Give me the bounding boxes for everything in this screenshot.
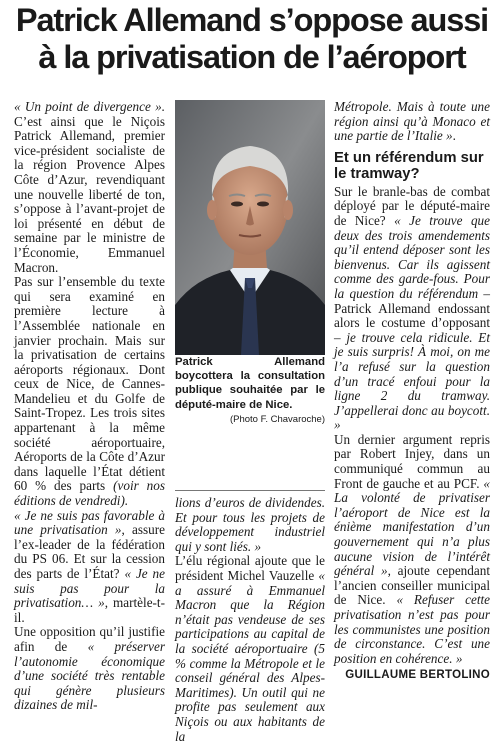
quote: lions d’euros de dividendes. Et pour tous les projets de développement industriel qui y sont liés. »	[175, 495, 325, 554]
article-column-2	[175, 495, 325, 744]
quote: « préserver l’autonomie économique d’une société très rentable qui génère plusieurs dizaines de mil-	[14, 638, 165, 713]
author-byline: GUILLAUME BERTOLINO	[345, 669, 490, 682]
paragraph-text: L’élu régional ajoute que le président Michel Vauzelle	[175, 553, 325, 583]
quote: « La volonté de privatiser l’aéroport de Nice est la énième manifestation d’un gouvernement qui n’a plus aucune vision de l’intérêt général »	[334, 475, 490, 579]
photo-caption-block	[175, 355, 325, 425]
paragraph-justification	[14, 625, 165, 713]
article-column-3	[334, 99, 491, 682]
paragraph-text: C’est ainsi que le Niçois Patrick Allemand, premier vice-président socialiste de la région Provence Alpes Côte d’Azur, revendiquant une nouvelle liberté de ton, s’oppose à l’avant-projet de loi présenté en début de semaine par le ministre de l’Économie, Emmanuel Macron.	[14, 113, 165, 275]
paragraph-text: Pas sur l’ensemble du texte qui sera examiné en première lecture à l’Assemblée nationale en janvier prochain. Mais sur la privatisation de certains aéroports régionaux. Dont ceux de Nice, de Cannes-Mandelieu et du Golfe de Saint-Tropez. Les trois sites appartenant à la même société aéroportuaire, Aéroports de la Côte d’Azur dans laquelle l’État détient 60 % des parts	[14, 274, 165, 494]
quote: « Je ne suis pas pour la privatisation… »	[14, 566, 165, 611]
paragraph-text: Une opposition qu’il justifie afin de	[14, 624, 165, 654]
paragraph-text: , martèle-t-il.	[14, 595, 165, 625]
article-column-1	[14, 99, 165, 713]
quote: « Je trouve que deux des trois amendements qu’il entend déposer sont les bienvenus. Car ils agissent comme des garde-fous. Pour la question du référendum	[334, 212, 491, 301]
paragraph-text: , ajoute cependant l’ancien conseiller municipal de Nice.	[334, 563, 490, 608]
headline-line-2: à la privatisation de l’aéroport	[38, 39, 466, 75]
paragraph-text: .	[452, 128, 456, 144]
editorial-note: (voir nos éditions de vendredi).	[14, 478, 165, 509]
paragraph-position	[14, 509, 165, 626]
caption-divider	[175, 490, 325, 491]
quote: je trouve cela ridicule. Et je suis surpris! À moi, on me l’a refusé sur la question d’un tracé enfoui pour la ligne 2 du tramway. J’appellerai donc au boycott. »	[334, 329, 491, 433]
quote: « a assuré à Emmanuel Macron que la Région n’était pas vendeuse de ses participations au capital de la société aéroportuaire (5 % comme la Métropole et le conseil général des Alpes-Maritimes). Un outil qui ne profite pas seulement aux Niçois ou aux habitants de la	[175, 567, 325, 744]
paragraph-text: Un dernier argument repris par Robert Injey, dans un communiqué commun au Front de gauche et au PCF.	[334, 431, 490, 491]
headline-line-1: Patrick Allemand s’oppose aussi	[15, 2, 489, 38]
paragraph-text: – Patrick Allemand endossant alors le costume d’opposant –	[334, 285, 491, 345]
paragraph-privatisation	[14, 275, 165, 509]
quote: « Je ne suis pas favorable à une privatisation »	[14, 507, 165, 538]
quote: Métropole. Mais à toute une région ainsi qu’à Monaco et une partie de l’Italie »	[334, 99, 490, 144]
paragraph-text: , assure l’ex-leader de la fédération du PS 06. Et sur la cession des parts de l’État?	[14, 522, 165, 581]
paragraph-continuation	[175, 496, 325, 554]
paragraph-intro	[14, 100, 165, 275]
paragraph-vauzelle	[175, 554, 325, 744]
quote: « Un point de divergence ».	[14, 99, 165, 114]
photo-caption: Patrick Allemand boycottera la consultation publique souhaitée par le député-maire de Nice.	[175, 356, 325, 411]
quote: « Refuser cette privatisation n’est pas pour les communistes une position de circonstance. C’est une position en cohérence. »	[334, 592, 490, 666]
paragraph-injey	[334, 433, 490, 667]
paragraph-continuation	[334, 100, 490, 144]
photo-credit: (Photo F. Chavaroche)	[229, 413, 325, 425]
portrait-photo	[175, 100, 325, 355]
headline	[0, 2, 504, 76]
paragraph-text: Sur le branle-bas de combat déployé par le député-maire de Nice?	[334, 183, 490, 228]
section-subhead: Et un référendum sur le tramway?	[334, 149, 484, 182]
paragraph-referendum	[334, 185, 490, 433]
